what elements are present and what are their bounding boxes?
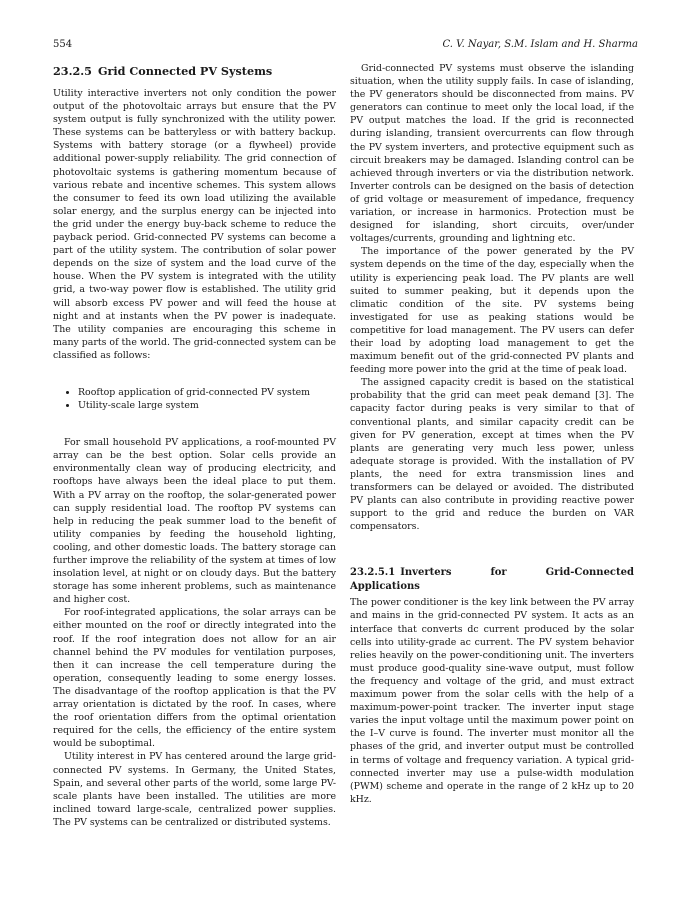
running-header [53, 38, 638, 52]
page-number: 554 [53, 39, 73, 50]
body-paragraph: The assigned capacity credit is based on the statistical probability that the grid can meet peak demand [3]. The capacity factor during peaks is very similar to that of conventional plants, and similar capacity credit can be given for PV generation, except at times when the PV plants are generating very much less power, unless adequate storage is provided. With the installation of PV plants, the need for extra transmission lines and transformers can be delayed or avoided. The distributed PV plants can also contribute in providing reactive power support to the grid and reduce the burden on VAR compensators. [350, 377, 634, 533]
section-title: Grid Connected PV Systems [97, 64, 273, 78]
body-paragraph: For roof-integrated applications, the solar arrays can be either mounted on the roof or directly integrated into the roof. If the roof integration does not allow for an air channel behind the PV modules for ventilation purposes, then it can increase the cell temperature during the operation, consequently leading to some energy losses. The disadvantage of the rooftop application is that the PV array orientation is dictated by the roof. In cases, where the roof orientation differs from the optimal orientation required for the cells, the efficiency of the entire system would be suboptimal. [53, 607, 336, 750]
subsection-paragraph: The power conditioner is the key link between the PV array and mains in the grid-connected PV system. It acts as an interface that converts dc current produced by the solar cells into utility-grade ac current. The PV system behavior relies heavily on the power-conditioning unit. The inverters must produce good-quality sine-wave output, must follow the frequency and voltage of the grid, and must extract maximum power from the solar cells with the help of a maximum-power-point tracker. The inverter input stage varies the input voltage until the maximum power point on the I–V curve is found. The inverter must monitor all the phases of the grid, and inverter output must be controlled in terms of voltage and frequency variation. A typical grid-connected inverter may use a pulse-width modulation (PWM) scheme and operate in the range of 2 kHz up to 20 kHz. [350, 597, 634, 805]
list-item: • Utility-scale large system [78, 399, 336, 412]
right-column [350, 62, 634, 806]
section-heading [53, 64, 336, 78]
body-paragraph: The importance of the power generated by the PV system depends on the time of the day, especially when the utility is experiencing peak load. The PV plants are well suited to summer peaking, but it depends upon the climatic condition of the site. PV systems being investigated for use as peaking stations would be competitive for load management. The PV users can defer their load by adopting load management to get the maximum benefit out of the grid-connected PV plants and feeding more power into the grid at the time of peak load. [350, 246, 634, 376]
classification-list [53, 386, 336, 412]
spacer [350, 533, 634, 566]
left-column [53, 62, 336, 829]
body-paragraph: Utility interest in PV has centered around the large grid-connected PV systems. In Germany, the United States, Spain, and several other parts of the world, some large PV-scale plants have been installed. The utilities are more inclined toward large-scale, centralized power supplies. The PV systems can be centralized or distributed systems. [53, 751, 336, 828]
running-authors: C. V. Nayar, S.M. Islam and H. Sharma [442, 39, 638, 50]
subsection-heading [350, 566, 634, 594]
section-number: 23.2.5 [53, 64, 92, 78]
list-item: • Rooftop application of grid-connected PV system [78, 386, 336, 399]
body-paragraph: For small household PV applications, a roof-mounted PV array can be the best option. Solar cells provide an environmentally clean way of producing electricity, and rooftops have always been the ideal place to put them. With a PV array on the rooftop, the solar-generated power can supply residential load. The rooftop PV systems can help in reducing the peak summer load to the benefit of utility companies by feeding the household lighting, cooling, and other domestic loads. The battery storage can further improve the reliability of the system at times of low insolation level, at night or on cloudy days. But the battery storage has some inherent problems, such as maintenance and higher cost. [53, 437, 336, 606]
subsection-title: Inverters for Grid-Connected Applications [350, 567, 634, 593]
body-paragraph: Grid-connected PV systems must observe the islanding situation, when the utility supply fails. In case of islanding, the PV generators should be disconnected from mains. PV generators can continue to meet only the local load, if the PV output matches the load. If the grid is reconnected during islanding, transient overcurrents can flow through the PV system inverters, and protective equipment such as circuit breakers may be damaged. Islanding control can be achieved through inverters or via the distribution network. Inverter controls can be designed on the basis of detection of grid voltage or measurement of impedance, frequency variation, or increase in harmonics. Protection must be designed for islanding, short circuits, over/under voltages/currents, grounding and lightning etc. [350, 63, 634, 245]
section-intro-paragraph: Utility interactive inverters not only condition the power output of the photovoltaic arrays but ensure that the PV system output is fully synchronized with the utility power. These systems can be batteryless or with battery backup. Systems with battery storage (or a flywheel) provide additional power-supply reliability. The grid connection of photovoltaic systems is gathering momentum because of various rebate and incentive schemes. This system allows the consumer to feed its own load utilizing the available solar energy, and the surplus energy can be injected into the grid under the energy buy-back scheme to reduce the payback period. Grid-connected PV systems can become a part of the utility system. The contribution of solar power depends on the size of system and the load curve of the house. When the PV system is integrated with the utility grid, a two-way power flow is established. The utility grid will absorb excess PV power and will feed the house at night and at instants when the PV power is inadequate. The utility companies are encouraging this scheme in many parts of the world. The grid-connected system can be classified as follows: [53, 88, 337, 361]
subsection-number: 23.2.5.1 [350, 567, 396, 579]
